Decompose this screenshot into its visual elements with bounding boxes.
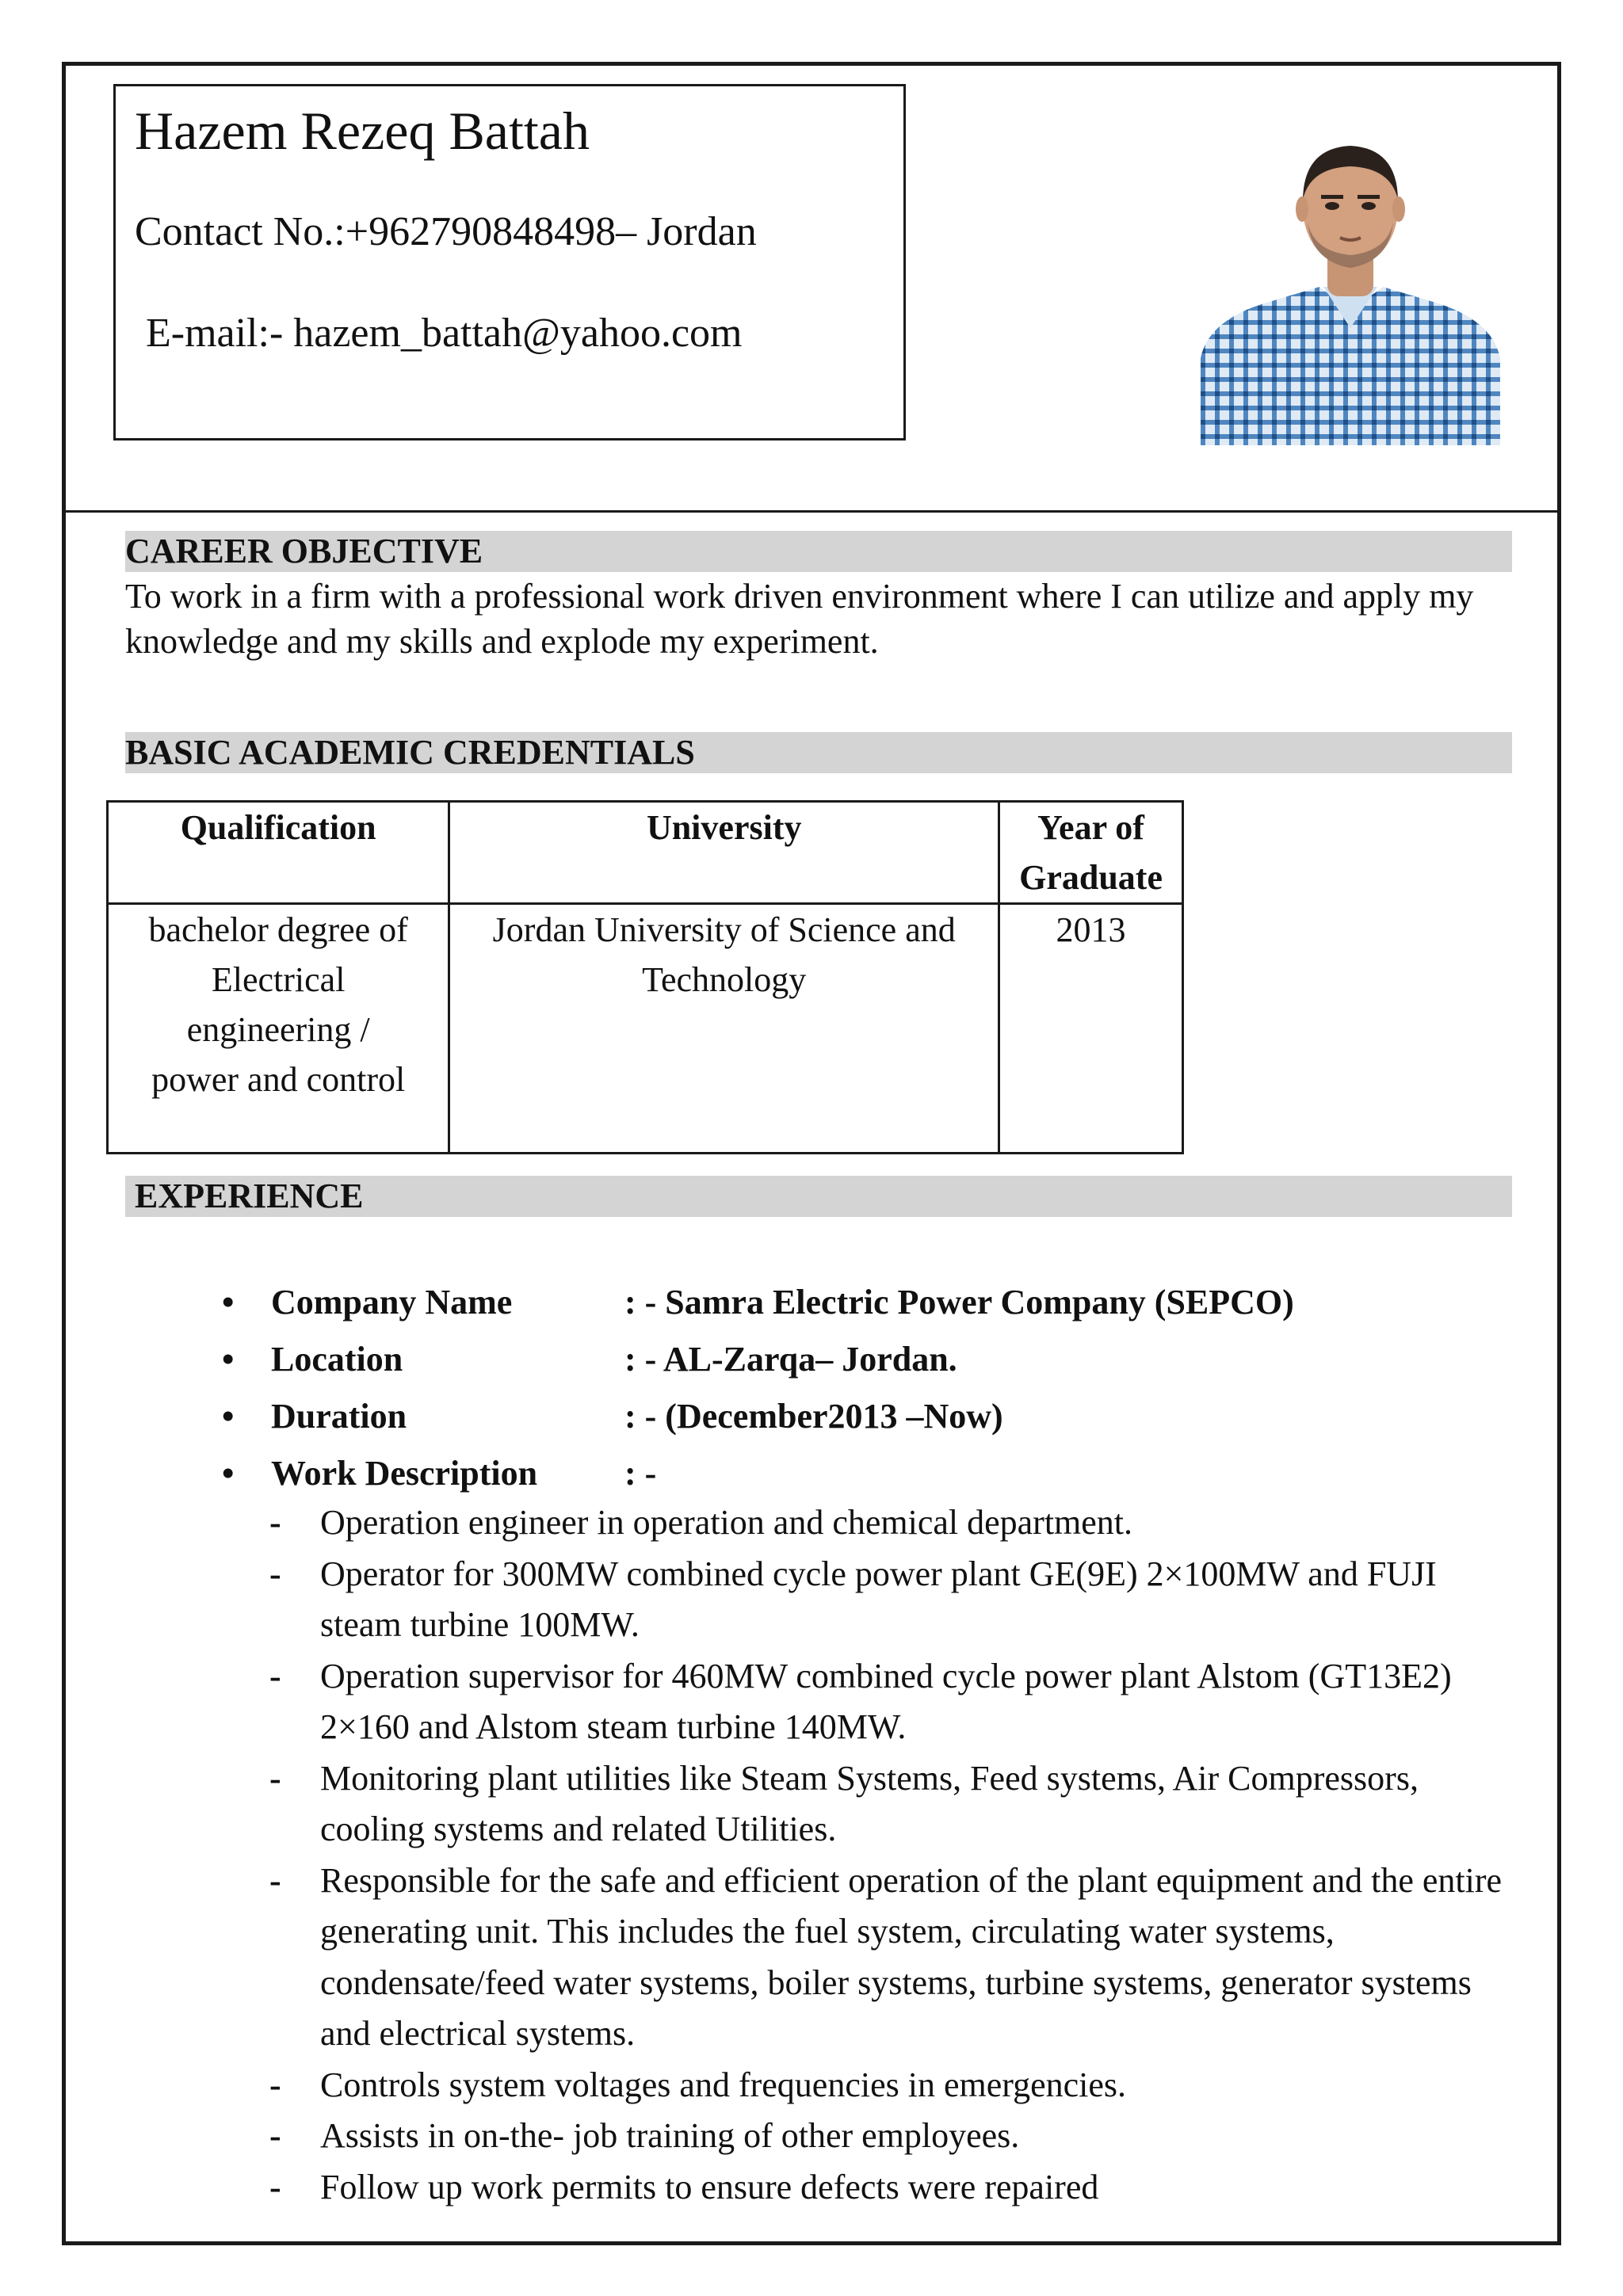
experience-fields	[222, 1274, 1506, 1502]
duties-list	[269, 1497, 1522, 2213]
table-header-row	[108, 802, 1183, 904]
dash-icon: -	[269, 1656, 281, 1695]
field-value: : - Samra Electric Power Company (SEPCO)	[624, 1283, 1294, 1322]
duty-text: Operator for 300MW combined cycle power plant GE(9E) 2×100MW and FUJI steam turbine 100MW.	[320, 1554, 1437, 1644]
list-item	[269, 2111, 1522, 2162]
field-label: Company Name	[271, 1283, 513, 1322]
career-objective-heading: CAREER OBJECTIVE	[125, 531, 1512, 572]
header-divider	[66, 510, 1557, 513]
credentials-table	[106, 800, 1184, 1154]
list-item	[269, 2162, 1522, 2214]
list-item	[269, 1753, 1522, 1855]
duty-text: Operation engineer in operation and chemical department.	[320, 1503, 1133, 1542]
list-item	[269, 1651, 1522, 1753]
field-label: Location	[271, 1340, 403, 1379]
duty-text: Monitoring plant utilities like Steam Systems, Feed systems, Air Compressors, cooling systems and related Utilities.	[320, 1758, 1419, 1848]
list-item	[269, 1497, 1522, 1549]
duty-text: Operation supervisor for 460MW combined cycle power plant Alstom (GT13E2) 2×160 and Alstom steam turbine 140MW.	[320, 1656, 1452, 1746]
bullet-icon: •	[222, 1397, 235, 1436]
column-header: Year of Graduate	[999, 802, 1183, 904]
list-item	[222, 1331, 1506, 1388]
email-address: E-mail:- hazem_battah@yahoo.com	[146, 311, 743, 356]
dash-icon: -	[269, 1554, 281, 1593]
field-label: Work Description	[271, 1454, 538, 1493]
contact-number: Contact No.:+962790848498– Jordan	[135, 209, 757, 254]
year-cell: 2013	[999, 904, 1183, 1154]
qualification-cell: bachelor degree of Electrical engineering / power and control	[108, 904, 449, 1154]
table-row	[108, 904, 1183, 1154]
duty-text: Responsible for the safe and efficient operation of the plant equipment and the entire generating unit. This includes the fuel system, circulating water systems, condensate/feed water systems, boiler systems, turbine systems, generator systems and electrical systems.	[320, 1860, 1503, 2053]
credentials-heading: BASIC ACADEMIC CREDENTIALS	[125, 732, 1512, 773]
field-value: : - (December2013 –Now)	[624, 1397, 1003, 1436]
list-item	[269, 1549, 1522, 1651]
bullet-icon: •	[222, 1454, 235, 1493]
column-header: Qualification	[108, 802, 449, 904]
career-objective-text: To work in a firm with a professional work driven environment where I can utilize and apply my knowledge and my skills and explode my experiment.	[125, 577, 1474, 661]
bullet-icon: •	[222, 1340, 235, 1379]
column-header: University	[449, 802, 999, 904]
dash-icon: -	[269, 2065, 281, 2104]
experience-heading: EXPERIENCE	[125, 1176, 1512, 1217]
candidate-name: Hazem Rezeq Battah	[135, 101, 590, 161]
duty-text: Controls system voltages and frequencies in emergencies.	[320, 2065, 1127, 2104]
duty-text: Assists in on-the- job training of other employees.	[320, 2116, 1020, 2155]
list-item	[222, 1388, 1506, 1445]
list-item	[269, 1855, 1522, 2060]
list-item	[222, 1274, 1506, 1331]
list-item	[222, 1445, 1506, 1502]
dash-icon: -	[269, 1503, 281, 1542]
dash-icon: -	[269, 2116, 281, 2155]
duty-text: Follow up work permits to ensure defects were repaired	[320, 2167, 1099, 2206]
profile-photo	[1201, 120, 1500, 445]
university-cell: Jordan University of Science and Technology	[449, 904, 999, 1154]
profile-photo-illustration	[1201, 120, 1500, 445]
list-item	[269, 2060, 1522, 2111]
field-value: : -	[624, 1454, 657, 1493]
bullet-icon: •	[222, 1283, 235, 1322]
dash-icon: -	[269, 2167, 281, 2206]
dash-icon: -	[269, 1860, 281, 1900]
dash-icon: -	[269, 1758, 281, 1798]
field-label: Duration	[271, 1397, 407, 1436]
field-value: : - AL-Zarqa– Jordan.	[624, 1340, 957, 1379]
